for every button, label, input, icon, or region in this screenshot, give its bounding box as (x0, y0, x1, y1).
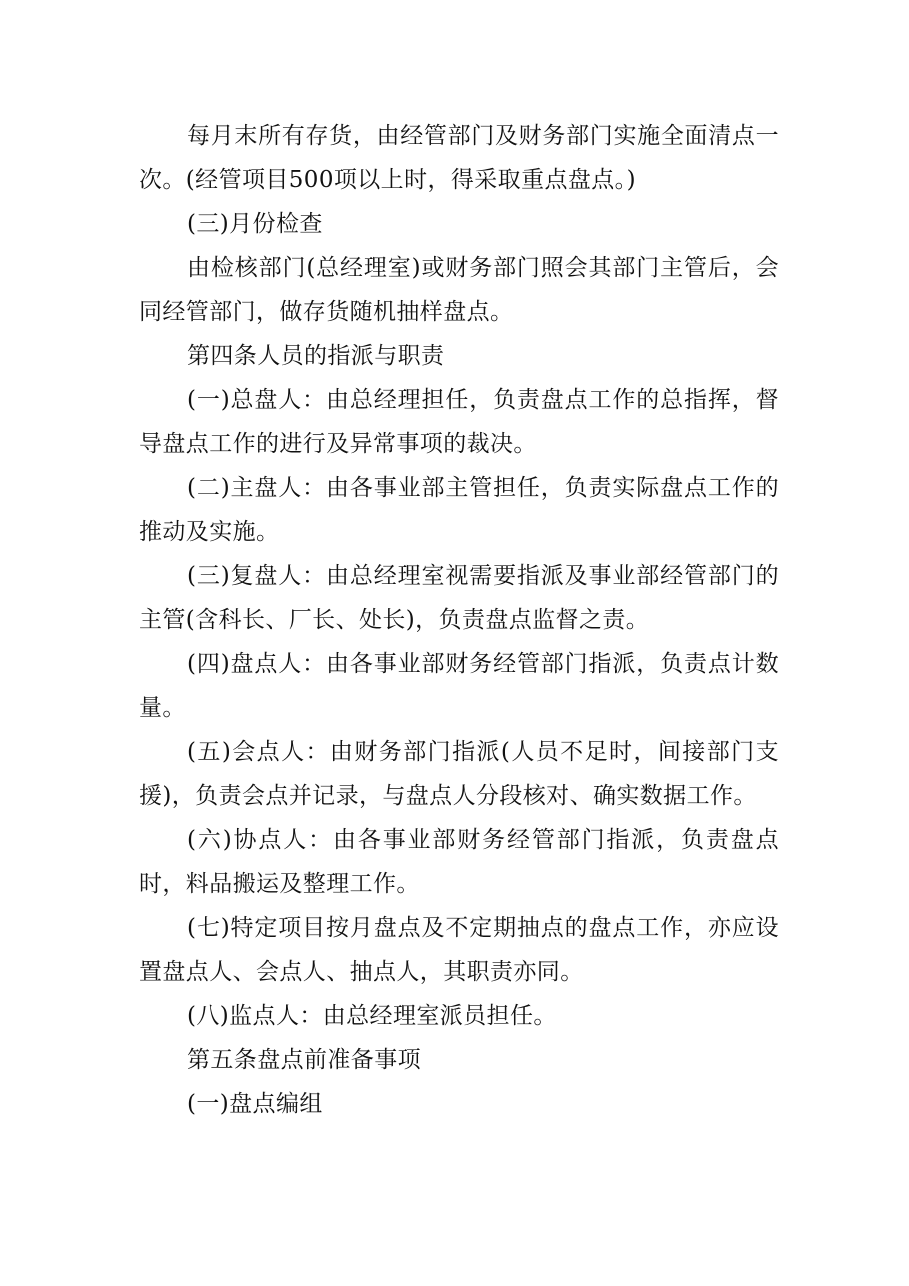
paragraph-monthly-full-count: 每月末所有存货，由经管部门及财务部门实施全面清点一次。(经管项目500项以上时，得采取重点盘点。) (139, 123, 779, 193)
paragraph-special-items: (七)特定项目按月盘点及不定期抽点的盘点工作，亦应设置盘点人、会点人、抽点人，其职责亦同。 (139, 915, 779, 985)
document-body (139, 114, 779, 1126)
paragraph-chief-counter: (一)总盘人：由总经理担任，负责盘点工作的总指挥，督导盘点工作的进行及异常事项的裁决。 (139, 387, 779, 457)
paragraph-random-sampling: 由检核部门(总经理室)或财务部门照会其部门主管后，会同经管部门，做存货随机抽样盘点。 (139, 255, 779, 325)
heading-article-four: 第四条人员的指派与职责 (187, 343, 445, 369)
paragraph-main-counter: (二)主盘人：由各事业部主管担任，负责实际盘点工作的推动及实施。 (139, 475, 779, 545)
heading-monthly-inspection: (三)月份检查 (187, 211, 323, 237)
heading-count-grouping: (一)盘点编组 (187, 1091, 323, 1117)
paragraph-co-counter: (五)会点人：由财务部门指派(人员不足时，间接部门支援)，负责会点并记录，与盘点人分段核对、确实数据工作。 (139, 739, 779, 809)
paragraph-recounter: (三)复盘人：由总经理室视需要指派及事业部经管部门的主管(含科长、厂长、处长)，负责盘点监督之责。 (139, 563, 779, 633)
paragraph-assistant-counter: (六)协点人：由各事业部财务经管部门指派，负责盘点时，料品搬运及整理工作。 (139, 827, 779, 897)
paragraph-supervisor: (八)监点人：由总经理室派员担任。 (187, 1003, 557, 1029)
heading-article-five: 第五条盘点前准备事项 (187, 1047, 421, 1073)
paragraph-counter: (四)盘点人：由各事业部财务经管部门指派，负责点计数量。 (139, 651, 779, 721)
